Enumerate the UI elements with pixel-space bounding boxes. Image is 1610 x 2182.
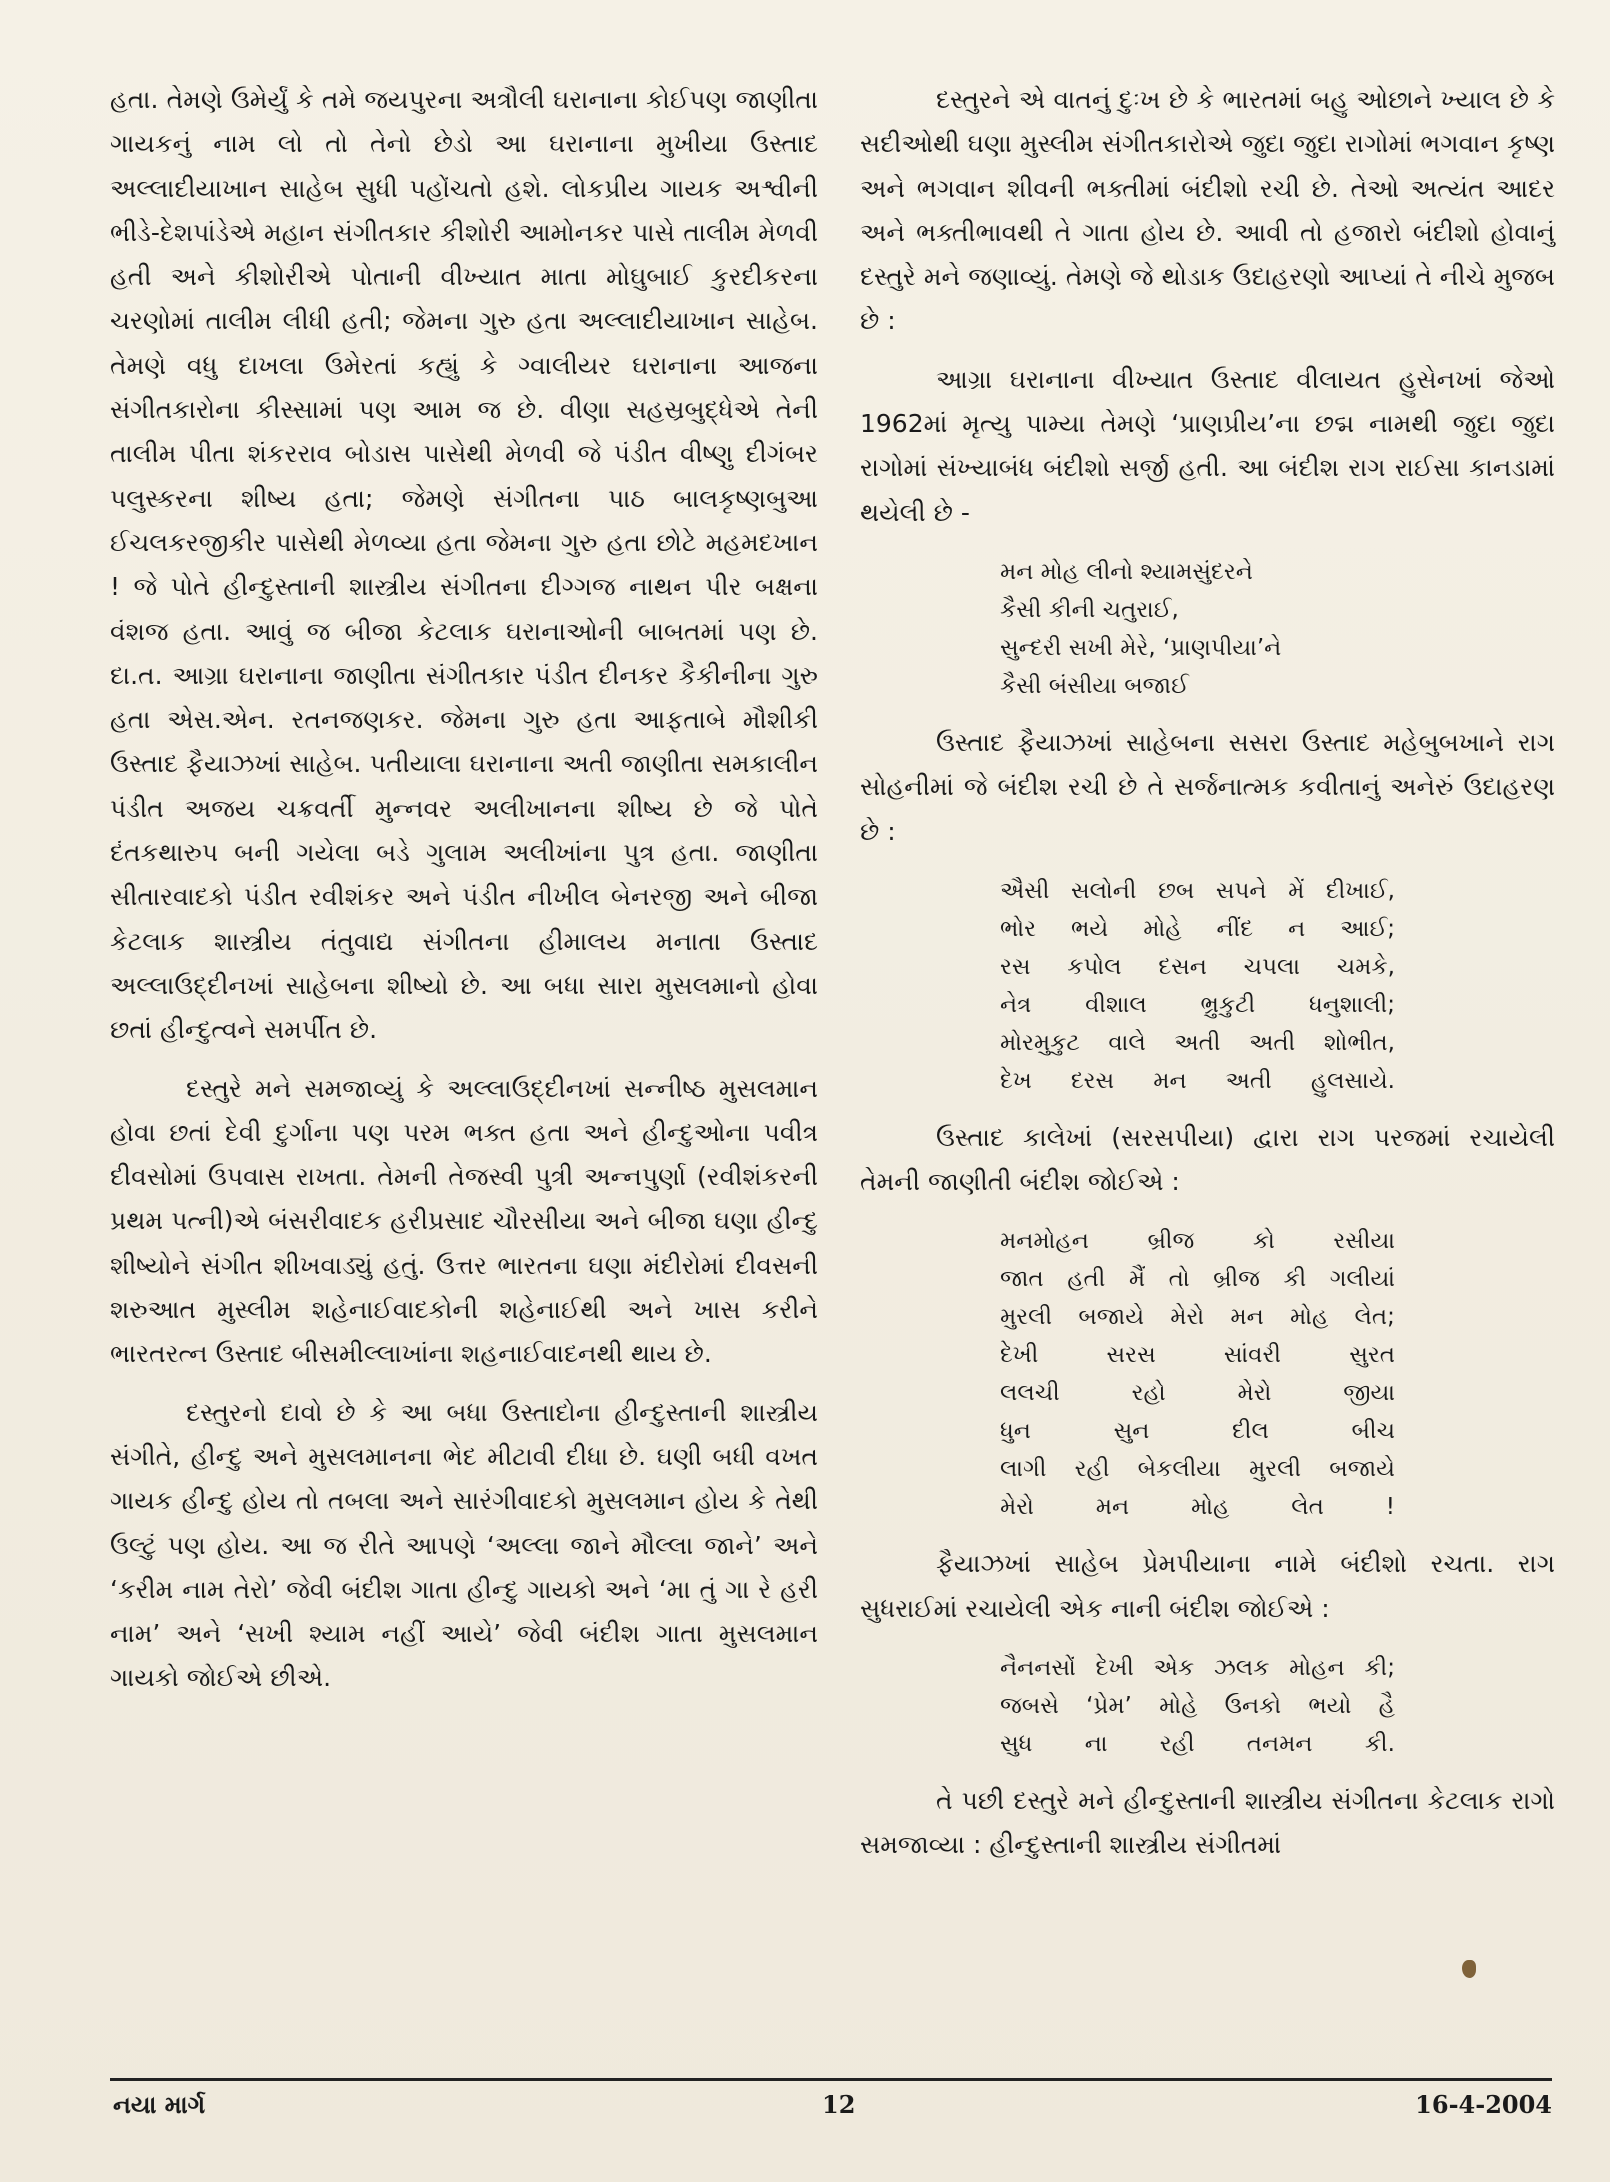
poem-line — [1000, 1062, 1395, 1100]
poem-word: સુન — [1113, 1418, 1150, 1445]
right-paragraph-2: આગ્રા ઘરાનાના વીખ્યાત ઉસ્તાદ વીલાયત હુસેનખાં જેઓ 1962માં મૃત્યુ પામ્યા તેમણે ‘પ્રાણપ્રીય’ના છદ્મ નામથી જુદા જુદા રાગોમાં સંખ્યાબંધ બંદીશો સર્જી હતી. આ બંદીશ રાગ રાઈસા કાનડામાં થયેલી છે - — [860, 364, 1555, 527]
poem-word: રસીયા — [1333, 1228, 1395, 1255]
poem-line: કૈસી કીની ચતુરાઈ, — [1000, 596, 1179, 623]
right-paragraph-6: તે પછી દસ્તુરે મને હીન્દુસ્તાની શાસ્ત્રીય સંગીતના કેટલાક રાગો સમજાવ્યા : હીન્દુસ્તાની શાસ્ત્રીય સંગીતમાં — [860, 1786, 1555, 1860]
poem-word: ભયે — [1071, 915, 1109, 942]
poem-word: લલચી — [1000, 1380, 1060, 1407]
poem-word: કી. — [1364, 1731, 1395, 1758]
poem-word: ભ્રુકુટી — [1200, 991, 1256, 1018]
left-paragraph-2: દસ્તુરે મને સમજાવ્યું કે અલ્લાઉદ્દીનખાં સન્નીષ્ઠ મુસલમાન હોવા છતાં દેવી દુર્ગાના પણ પરમ ભક્ત હતા અને હીન્દુઓના પવીત્ર દીવસોમાં ઉપવાસ રાખતા. તેમની તેજસ્વી પુત્રી અન્નપુર્ણા (રવીશંકરની પ્રથમ પત્ની)એ બંસરીવાદક હરીપ્રસાદ ચૌરસીયા અને બીજા ઘણા હીન્દુ શીષ્યોને સંગીત શીખવાડ્યું હતું. ઉત્તર ભારતના ઘણા મંદીરોમાં દીવસની શરુઆત મુસ્લીમ શહેનાઈવાદકોની શહેનાઈથી અને ખાસ કરીને ભારતરત્ન ઉસ્તાદ બીસમીલ્લાખાંના શહનાઈવાદનથી થાય છે. — [110, 1073, 818, 1369]
poem-word: જાત — [1000, 1266, 1044, 1293]
footer-divider — [110, 2078, 1552, 2081]
poem-word: નીંદ — [1216, 915, 1254, 942]
poem-word: ચમકે, — [1336, 953, 1395, 980]
poem-line — [1000, 1649, 1395, 1687]
poem-line — [1000, 1412, 1395, 1450]
poem-word: સુરત — [1349, 1342, 1395, 1369]
poem-word: સાંવરી — [1223, 1342, 1281, 1369]
poem-word: મૈં — [1128, 1266, 1146, 1293]
right-paragraph-1: દસ્તુરને એ વાતનું દુઃખ છે કે ભારતમાં બહુ ઓછાને ખ્યાલ છે કે સદીઓથી ઘણા મુસ્લીમ સંગીતકારોએ જુદા જુદા રાગોમાં ભગવાન કૃષ્ણ અને ભગવાન શીવની ભક્તીમાં બંદીશો રચી છે. તેઓ અત્યંત આદર અને ભક્તીભાવથી તે ગાતા હોય છે. આવી તો હજારો બંદીશો હોવાનું દસ્તુરે મને જણાવ્યું. તેમણે જે થોડાક ઉદાહરણો આપ્યાં તે નીચે મુજબ છે : — [860, 85, 1555, 336]
poem-word: અતી — [1174, 1029, 1221, 1056]
poem-word: ભોર — [1000, 915, 1037, 942]
poem-word: દેખી — [1095, 1655, 1134, 1682]
poem-word: વીશાલ — [1085, 991, 1147, 1018]
poem-word: મુરલી — [1000, 1304, 1053, 1331]
poem-word: જીયા — [1343, 1380, 1395, 1407]
poem-word: મુરલી — [1248, 1456, 1302, 1483]
page-number: 12 — [822, 2090, 856, 2119]
poem-word: હતી — [1067, 1266, 1106, 1293]
poem-word: બજાયે — [1078, 1304, 1145, 1331]
poem-word: બ્રીજ — [1147, 1228, 1195, 1255]
poem-word: સુધ — [1000, 1731, 1033, 1758]
poem-line — [1000, 1687, 1395, 1725]
poem-line — [1000, 1725, 1395, 1763]
poem-word: અતી — [1249, 1029, 1296, 1056]
left-paragraph-3: દસ્તુરનો દાવો છે કે આ બધા ઉસ્તાદોના હીન્દુસ્તાની શાસ્ત્રીય સંગીતે, હીન્દુ અને મુસલમાનના ભેદ મીટાવી દીધા છે. ઘણી બધી વખત ગાયક હીન્દુ હોય તો તબલા અને સારંગીવાદકો મુસલમાન હોય કે તેથી ઉલ્ટું પણ હોય. આ જ રીતે આપણે ‘અલ્લા જાને મૌલ્લા જાને’ અને ‘કરીમ નામ તેરો’ જેવી બંદીશ ગાતા હીન્દુ ગાયકો અને ‘મા તું ગા રે હરી નામ’ અને ‘સખી શ્યામ નહીં આયે’ જેવી બંદીશ ગાતા મુસલમાન ગાયકો જોઈએ છીએ. — [110, 1397, 818, 1693]
poem-word: ધનુશાલી; — [1308, 991, 1395, 1018]
poem-word: દરસ — [1070, 1067, 1115, 1094]
poem-rag-sohini — [860, 872, 1555, 1100]
poem-word: દીલ — [1232, 1418, 1269, 1445]
poem-line — [1000, 1450, 1395, 1488]
poem-word: દીખાઈ, — [1325, 877, 1395, 904]
poem-word: ધુન — [1000, 1418, 1031, 1445]
ink-blot — [1462, 1960, 1476, 1978]
poem-line — [1000, 1488, 1395, 1526]
poem-word: મનમોહન — [1000, 1228, 1089, 1255]
poem-word: નેત્ર — [1000, 991, 1032, 1018]
poem-word: છબ — [1158, 877, 1195, 904]
poem-word: લેત; — [1354, 1304, 1395, 1331]
poem-word: ! — [1385, 1494, 1395, 1521]
poem-word: લેત — [1291, 1494, 1324, 1521]
poem-rag-sughrai — [860, 1649, 1555, 1763]
right-paragraph-5: ફૈયાઝખાં સાહેબ પ્રેમપીયાના નામે બંદીશો રચતા. રાગ સુધરાઈમાં રચાયેલી એક નાની બંદીશ જોઈએ : — [860, 1549, 1555, 1623]
poem-word: મેરો — [1170, 1304, 1205, 1331]
poem-word: કી; — [1364, 1655, 1395, 1682]
poem-word: સલોની — [1071, 877, 1137, 904]
left-paragraph-1: હતા. તેમણે ઉમેર્યું કે તમે જયપુરના અત્રૌલી ઘરાનાના કોઈપણ જાણીતા ગાયકનું નામ લો તો તેનો છેડો આ ઘરાનાના મુખીયા ઉસ્તાદ અલ્લાદીયાખાન સાહેબ સુધી પહોંચતો હશે. લોકપ્રીય ગાયક અશ્વીની ભીડે-દેશપાંડેએ મહાન સંગીતકાર કીશોરી આમોનકર પાસે તાલીમ મેળવી હતી અને કીશોરીએ પોતાની વીખ્યાત માતા મોઘુબાઈ કુરદીકરના ચરણોમાં તાલીમ લીધી હતી; જેમના ગુરુ હતા અલ્લાદીયાખાન સાહેબ. તેમણે વધુ દાખલા ઉમેરતાં કહ્યું કે ગ્વાલીયર ઘરાનાના આજના સંગીતકારોના કીસ્સામાં પણ આમ જ છે. વીણા સહસ્રબુદ્ધેએ તેની તાલીમ પીતા શંકરરાવ બોડાસ પાસેથી મેળવી જે પંડીત વીષ્ણુ દીગંબર પલુસ્કરના શીષ્ય હતા; જેમણે સંગીતના પાઠ બાલકૃષ્ણબુઆ ઈચલકરજીકીર પાસેથી મેળવ્યા હતા જેમના ગુરુ હતા છોટે મહમદખાન ! જે પોતે હીન્દુસ્તાની શાસ્ત્રીય સંગીતના દીગ્ગજ નાથન પીર બક્ષના વંશજ હતા. આવું જ બીજા કેટલાક ઘરાનાઓની બાબતમાં પણ છે. દા.ત. આગ્રા ઘરાનાના જાણીતા સંગીતકાર પંડીત દીનકર કૈકીનીના ગુરુ હતા એસ.એન. રતનજણકર. જેમના ગુરુ હતા આફતાબે મૌશીકી ઉસ્તાદ ફૈયાઝખાં સાહેબ. પતીયાલા ઘરાનાના અતી જાણીતા સમકાલીન પંડીત અજય ચક્રવર્તી મુન્નવર અલીખાનના શીષ્ય છે જે પોતે દંતકથારુપ બની ગયેલા બડે ગુલામ અલીખાંના પુત્ર હતા. જાણીતા સીતારવાદકો પંડીત રવીશંકર અને પંડીત નીખીલ બેનરજી અને બીજા કેટલાક શાસ્ત્રીય તંતુવાદ્ય સંગીતના હીમાલય મનાતા ઉસ્તાદ અલ્લાઉદ્દીનખાં સાહેબના શીષ્યો છે. આ બધા સારા મુસલમાનો હોવા છતાં હીન્દુત્વને સમર્પીત છે. — [110, 85, 818, 1045]
poem-word: મોરમુકુટ — [1000, 1029, 1080, 1056]
poem-word: મન — [1230, 1304, 1264, 1331]
poem-word: લાગી — [1000, 1456, 1047, 1483]
poem-word: મોહે — [1143, 915, 1182, 942]
poem-word: ભયો — [1308, 1693, 1352, 1720]
poem-word: ‘પ્રેમ’ — [1086, 1693, 1132, 1720]
left-column — [110, 78, 818, 1701]
poem-word: મોહ — [1191, 1494, 1230, 1521]
poem-line: મન મોહ લીનો શ્યામસુંદરને — [1000, 558, 1253, 585]
poem-word: મોહ — [1289, 1304, 1329, 1331]
poem-word: ઐસી — [1000, 877, 1050, 904]
right-paragraph-4: ઉસ્તાદ કાલેખાં (સરસપીયા) દ્વારા રાગ પરજમાં રચાયેલી તેમની જાણીતી બંદીશ જોઈએ : — [860, 1122, 1555, 1197]
poem-line: કૈસી બંસીયા બજાઈ — [1000, 672, 1189, 699]
poem-line — [1000, 948, 1395, 986]
poem-word: રહી — [1159, 1731, 1195, 1758]
poem-word: દેખી — [1000, 1342, 1039, 1369]
poem-word: આઈ; — [1340, 915, 1395, 942]
poem-word: ના — [1084, 1731, 1108, 1758]
poem-line — [1000, 1222, 1395, 1260]
poem-rag-raisa-kanada — [860, 553, 1555, 705]
poem-word: મન — [1153, 1067, 1187, 1094]
poem-word: કપોલ — [1067, 953, 1122, 980]
poem-word: ન — [1288, 915, 1306, 942]
poem-word: સપને — [1215, 877, 1267, 904]
poem-rag-paraj — [860, 1222, 1555, 1526]
poem-word: હુલસાયે. — [1310, 1067, 1395, 1094]
poem-word: રહી — [1074, 1456, 1110, 1483]
poem-word: મોહે — [1159, 1693, 1198, 1720]
poem-word: નૈનનસોં — [1000, 1655, 1076, 1682]
poem-line — [1000, 1298, 1395, 1336]
right-column — [860, 78, 1555, 1868]
poem-line — [1000, 1024, 1395, 1062]
poem-word: ગલીયાં — [1329, 1266, 1395, 1293]
poem-line — [1000, 872, 1395, 910]
poem-word: મન — [1095, 1494, 1130, 1521]
right-paragraph-3: ઉસ્તાદ ફૈયાઝખાં સાહેબના સસરા ઉસ્તાદ મહેબુબખાને રાગ સોહનીમાં જે બંદીશ રચી છે તે સર્જનાત્મક કવીતાનું અનેરું ઉદાહરણ છે : — [860, 727, 1555, 846]
poem-word: એક — [1153, 1655, 1195, 1682]
poem-word: કો — [1252, 1228, 1275, 1255]
poem-word: બ્રીજ — [1213, 1266, 1260, 1293]
poem-line — [1000, 910, 1395, 948]
poem-word: બેકલીયા — [1137, 1456, 1221, 1483]
poem-word: તનમન — [1246, 1731, 1313, 1758]
publication-name: નયા માર્ગ — [113, 2090, 206, 2119]
poem-word: વાલે — [1108, 1029, 1146, 1056]
poem-word: જબસે — [1000, 1693, 1059, 1720]
poem-word: રસ — [1000, 953, 1031, 980]
poem-word: શોભીત, — [1323, 1029, 1395, 1056]
poem-line — [1000, 986, 1395, 1024]
poem-word: મોહન — [1289, 1655, 1345, 1682]
poem-word: બજાયે — [1329, 1456, 1395, 1483]
poem-word: રહો — [1131, 1380, 1166, 1407]
poem-word: અતી — [1225, 1067, 1272, 1094]
poem-word: કી — [1283, 1266, 1307, 1293]
poem-word: મેં — [1288, 877, 1305, 904]
poem-line — [1000, 1374, 1395, 1412]
poem-word: ઉનકો — [1224, 1693, 1282, 1720]
poem-word: મેરો — [1237, 1380, 1272, 1407]
issue-date: 16-4-2004 — [1415, 2090, 1552, 2119]
poem-word: હૈ — [1378, 1693, 1395, 1720]
poem-line — [1000, 1336, 1395, 1374]
poem-word: સરસ — [1106, 1342, 1156, 1369]
poem-line — [1000, 1260, 1395, 1298]
poem-word: મેરો — [1000, 1494, 1034, 1521]
poem-word: બીચ — [1351, 1418, 1395, 1445]
poem-word: ચપલા — [1243, 953, 1301, 980]
poem-word: તો — [1168, 1266, 1190, 1293]
poem-word: ઝલક — [1213, 1655, 1270, 1682]
poem-line: સુન્દરી સખી મેરે, ‘પ્રાણપીયા’ને — [1000, 634, 1282, 661]
poem-word: દસન — [1158, 953, 1207, 980]
poem-word: દેખ — [1000, 1067, 1032, 1094]
